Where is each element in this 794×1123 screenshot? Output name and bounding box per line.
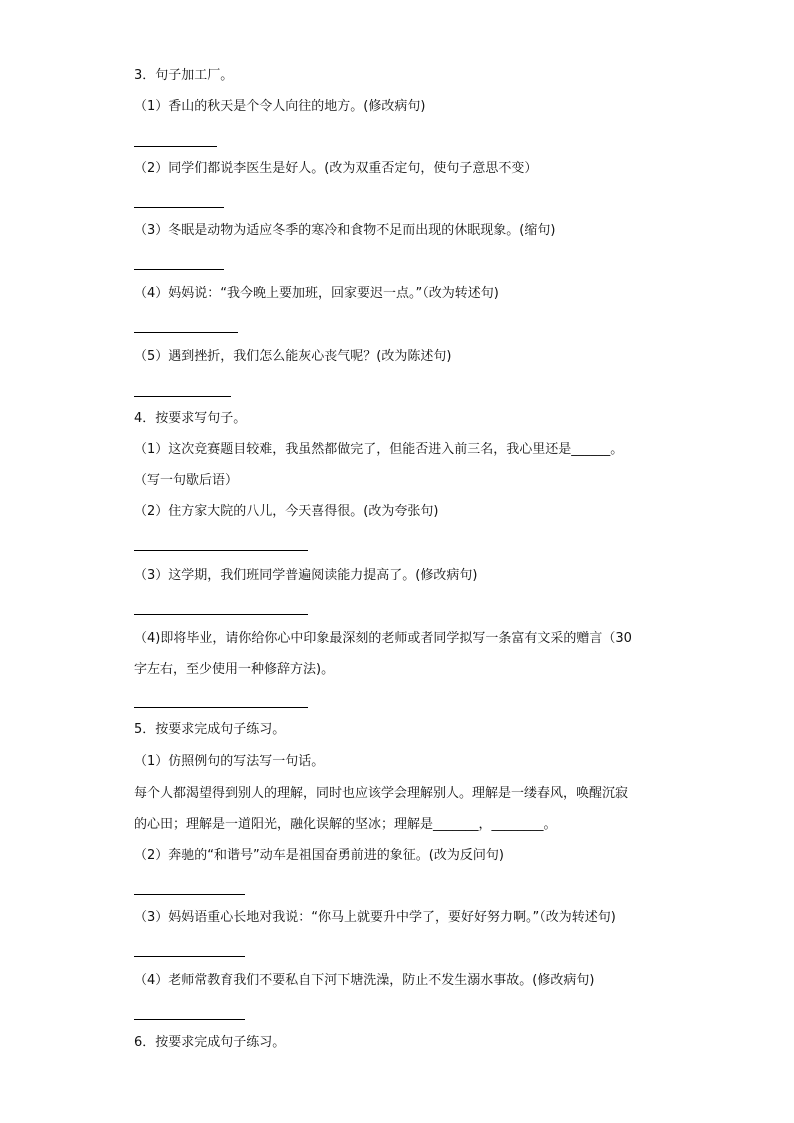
q5-title: 5．按要求完成句子练习。 — [134, 722, 286, 737]
q3-item-2: （2）同学们都说李医生是好人。(改为双重否定句，使句子意思不变） — [134, 161, 538, 176]
q5-answer-line-4[interactable] — [134, 1019, 245, 1020]
q5-example-line-2: 的心田；理解是一道阳光，融化误解的坚冰；理解是_______，________。 — [134, 817, 557, 832]
q4-answer-line-4[interactable] — [134, 707, 308, 708]
q4-item-2: （2）住方家大院的八儿，今天喜得很。(改为夸张句) — [134, 504, 439, 519]
q4-answer-line-2[interactable] — [134, 550, 308, 551]
q4-answer-line-3[interactable] — [134, 614, 308, 615]
q4-item-1-line-1: （1）这次竞赛题目较难，我虽然都做完了，但能否进入前三名，我心里还是______。 — [134, 442, 624, 457]
q3-answer-line-2[interactable] — [134, 207, 224, 208]
q3-answer-line-3[interactable] — [134, 269, 224, 270]
q4-item-4-line-2: 字左右，至少使用一种修辞方法)。 — [134, 662, 335, 677]
q4-item-4-line-1: （4)即将毕业，请你给你心中印象最深刻的老师或者同学拟写一条富有文采的赠言（30 — [134, 631, 632, 646]
q3-item-1: （1）香山的秋天是个令人向往的地方。(修改病句) — [134, 99, 426, 114]
q5-answer-line-2[interactable] — [134, 894, 245, 895]
q6-title: 6．按要求完成句子练习。 — [134, 1035, 286, 1050]
q4-title: 4．按要求写句子。 — [134, 411, 247, 426]
q5-item-4: （4）老师常教育我们不要私自下河下塘洗澡，防止不发生溺水事故。(修改病句) — [134, 973, 595, 988]
q5-item-1: （1）仿照例句的写法写一句话。 — [134, 754, 325, 769]
q5-item-2: （2）奔驰的“和谐号”动车是祖国奋勇前进的象征。(改为反问句) — [134, 848, 504, 863]
q5-item-3: （3）妈妈语重心长地对我说：“你马上就要升中学了，要好好努力啊。”（改为转述句) — [134, 910, 616, 925]
q5-example-line-1: 每个人都渴望得到别人的理解，同时也应该学会理解别人。理解是一缕春风，唤醒沉寂 — [134, 786, 629, 801]
q3-answer-line-4[interactable] — [134, 332, 238, 333]
q3-item-4: （4）妈妈说：“我今晚上要加班，回家要迟一点。”（改为转述句) — [134, 286, 499, 301]
q3-item-3: （3）冬眠是动物为适应冬季的寒冷和食物不足而出现的休眠现象。(缩句) — [134, 223, 556, 238]
q5-answer-line-3[interactable] — [134, 956, 245, 957]
q3-item-5: （5）遇到挫折，我们怎么能灰心丧气呢？(改为陈述句) — [134, 349, 452, 364]
q3-answer-line-1[interactable] — [134, 146, 217, 147]
q4-item-3: （3）这学期，我们班同学普遍阅读能力提高了。(修改病句) — [134, 568, 478, 583]
q4-item-1-line-2: （写一句歇后语） — [134, 473, 239, 488]
q3-answer-line-5[interactable] — [134, 396, 231, 397]
q3-title: 3．句子加工厂。 — [134, 68, 234, 83]
